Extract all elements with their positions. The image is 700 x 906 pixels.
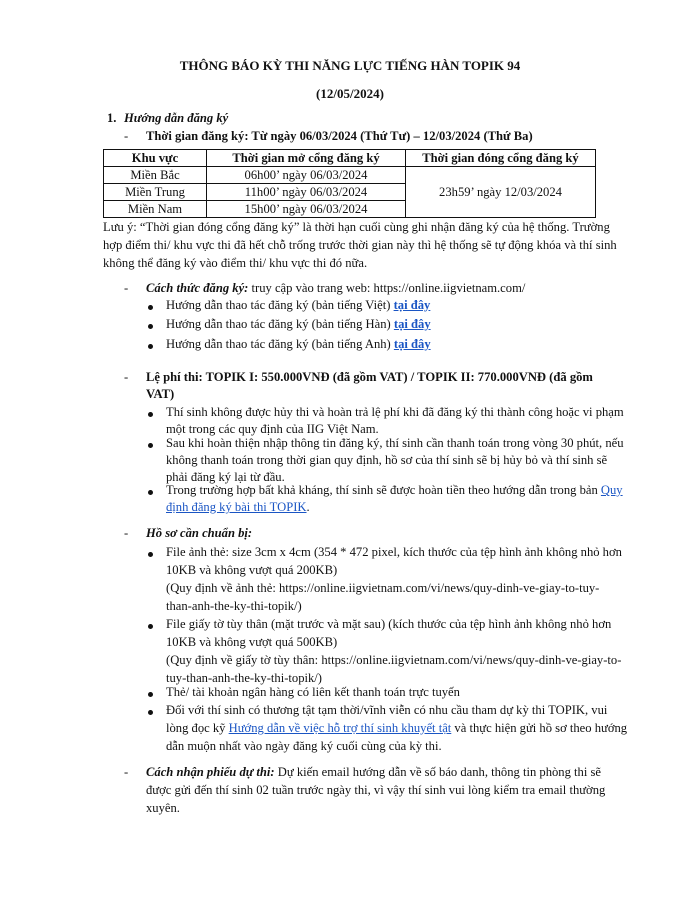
fee-bullet-line [166,500,310,515]
document-date: (12/05/2024) [316,86,384,101]
docs-text: và thực hiện gửi hồ sơ theo hướng [451,721,628,735]
bullet-icon [148,305,153,310]
docs-line: Thẻ/ tài khoản ngân hàng có liên kết thanh toán trực tuyến [166,685,460,699]
bullet-icon [148,552,153,557]
guide-link-english[interactable]: tại đây [393,337,431,351]
bullet-icon [148,624,153,629]
list-item [166,337,431,352]
section-title: Hướng dẫn đăng ký [124,111,229,125]
fee-bullet-line: phải đăng ký lại từ đầu. [166,470,285,484]
open-time-cell: 11h00’ ngày 06/03/2024 [207,184,406,201]
bullet-icon [148,710,153,715]
docs-line: File giấy tờ tùy thân (mặt trước và mặt sau) (kích thước của tệp hình ảnh không nhỏ hơn [166,617,612,631]
docs-line [166,721,627,736]
table-header: Khu vực [104,150,207,167]
receive-line [146,765,601,780]
list-item-text: Hướng dẫn thao tác đăng ký (bản tiếng Hàn) [166,317,394,331]
docs-line: 10KB và không vượt quá 500KB) [166,635,338,649]
fee-bullet-line: Thí sinh không được hủy thi và hoàn trả lệ phí khi đã đăng ký thi thành công hoặc vi phạm [166,405,624,419]
receive-text: Dự kiến email hướng dẫn về số báo danh, thông tin phòng thi sẽ [274,765,601,779]
documents-label: Hồ sơ cần chuẩn bị: [146,526,253,540]
list-item-text: Hướng dẫn thao tác đăng ký (bản tiếng Việt) [166,298,394,312]
table-header-row [104,150,596,167]
list-item-text: Hướng dẫn thao tác đăng ký (bản tiếng Anh) [166,337,394,351]
bullet-icon [148,692,153,697]
docs-text: lòng đọc kỹ [166,721,229,735]
section-number: 1. [107,111,117,125]
region-cell: Miền Nam [104,201,207,218]
note-line: Lưu ý: “Thời gian đóng cổng đăng ký” là thời hạn cuối cùng ghi nhận đăng ký của hệ thống. Trường [103,220,610,234]
guide-link-korean[interactable]: tại đây [393,317,431,331]
region-cell: Miền Trung [104,184,207,201]
table-row [104,167,596,184]
fee-bullet-line [166,483,623,498]
fee-bullet-line: không thanh toán trong thời gian quy định, hồ sơ của thí sinh sẽ bị hủy bỏ và thí sinh sẽ [166,453,608,467]
table-header: Thời gian mở cổng đăng ký [207,150,406,167]
dash-marker: - [124,370,129,384]
docs-line: (Quy định về ảnh thẻ: https://online.iigvietnam.com/vi/news/quy-dinh-ve-giay-to-tuy- [166,581,600,595]
bullet-icon [148,443,153,448]
bullet-icon [148,490,153,495]
receive-label: Cách nhận phiếu dự thi: [146,765,275,779]
bullet-icon [148,324,153,329]
guide-link-vietnamese[interactable]: tại đây [393,298,431,312]
fee-bullet-line: một trong các quy định của IIG Việt Nam. [166,422,379,436]
docs-line: tuy-than-anh-the-ky-thi-topik/) [166,671,322,685]
topik-regulation-link[interactable]: định đăng ký bài thi TOPIK [166,500,307,514]
fee-line: Lệ phí thi: TOPIK I: 550.000VNĐ (đã gồm VAT) / TOPIK II: 770.000VNĐ (đã gồm [146,370,593,384]
dash-marker: - [124,281,129,295]
document-title: THÔNG BÁO KỲ THI NĂNG LỰC TIẾNG HÀN TOPIK 94 [179,58,521,73]
close-time-cell: 23h59’ ngày 12/03/2024 [406,167,596,218]
region-cell: Miền Bắc [104,167,207,184]
docs-line: (Quy định về giấy tờ tùy thân: https://online.iigvietnam.com/vi/news/quy-dinh-ve-giay-to- [166,653,622,667]
topik-regulation-link[interactable]: Quy [600,483,623,497]
docs-line: 10KB và không vượt quá 200KB) [166,563,338,577]
dash-marker: - [124,765,129,779]
table-header: Thời gian đóng cổng đăng ký [406,150,596,167]
list-item [166,317,431,332]
registration-time: Thời gian đăng ký: Từ ngày 06/03/2024 (Thứ Tư) – 12/03/2024 (Thứ Ba) [146,129,533,143]
open-time-cell: 15h00’ ngày 06/03/2024 [207,201,406,218]
docs-line: Đối với thí sinh có thương tật tạm thời/vĩnh viễn có nhu cầu tham dự kỳ thi TOPIK, vui [166,703,608,717]
bullet-icon [148,344,153,349]
method-label: Cách thức đăng ký: [146,281,249,295]
period: . [306,500,310,514]
fee-line: VAT) [146,387,175,401]
registration-schedule-table [103,149,596,218]
receive-line: xuyên. [146,801,180,815]
disability-support-link[interactable]: Hướng dẫn về việc hỗ trợ thí sinh khuyết tật [228,721,452,735]
note-line: hợp điểm thi/ khu vực thi đã hết chỗ trống trước thời gian này thì hệ thống sẽ tự động khóa và thí sinh [103,238,617,252]
method-text: truy cập vào trang web: https://online.iigvietnam.com/ [248,281,526,295]
bullet-icon [148,412,153,417]
docs-line: File ảnh thẻ: size 3cm x 4cm (354 * 472 pixel, kích thước của tệp hình ảnh không nhỏ hơn [166,545,622,559]
dash-marker: - [124,526,129,540]
note-line: không thể đăng ký vào điểm thi/ khu vực thi đó nữa. [103,256,368,270]
docs-line: dẫn muộn nhất vào ngày đăng ký cuối cùng của kỳ thi. [166,739,442,753]
receive-line: được gửi đến thí sinh 02 tuần trước ngày thi, vì vậy thí sinh vui lòng kiểm tra email thường [146,783,606,797]
fee-refund-text: Trong trường hợp bất khả kháng, thí sinh sẽ được hoàn tiền theo hướng dẫn trong bản [166,483,601,497]
open-time-cell: 06h00’ ngày 06/03/2024 [207,167,406,184]
method-line [146,281,525,296]
docs-line: than-anh-the-ky-thi-topik/) [166,599,302,613]
fee-bullet-line: Sau khi hoàn thiện nhập thông tin đăng ký, thí sinh cần thanh toán trong vòng 30 phút, nếu [166,436,624,450]
dash-marker: - [124,129,129,143]
list-item [166,298,430,313]
